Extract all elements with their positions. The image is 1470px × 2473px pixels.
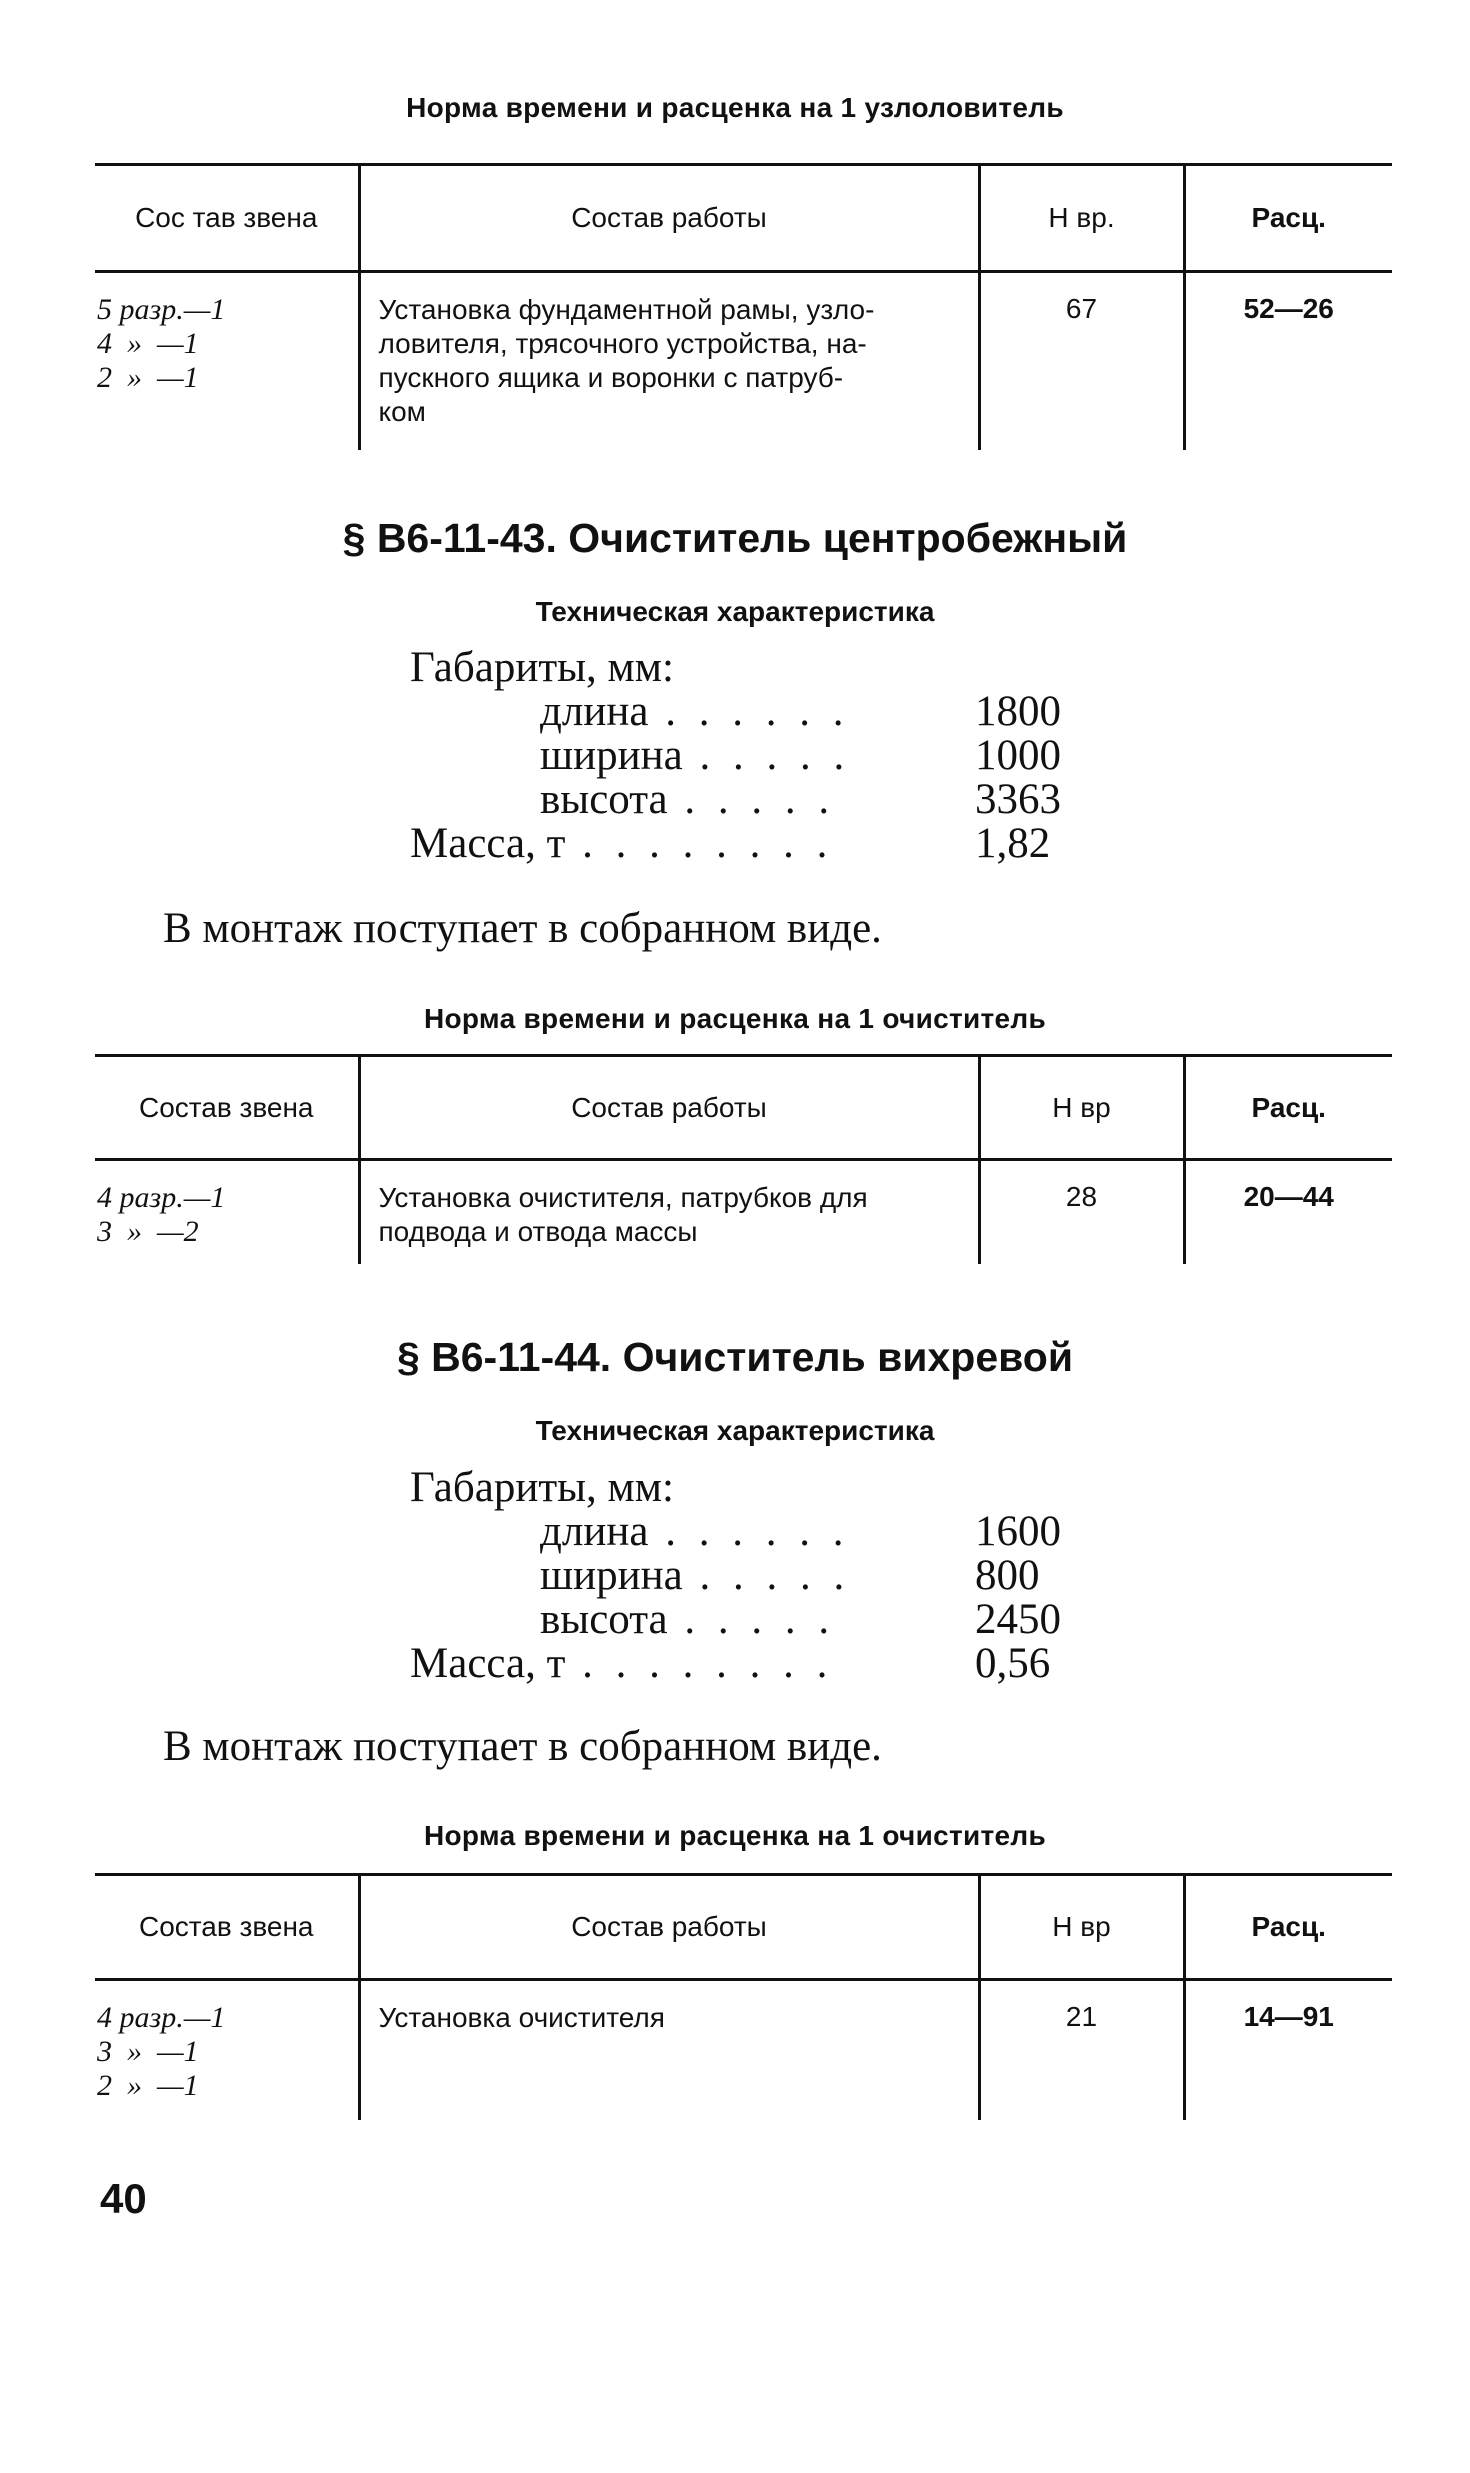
work-line: подвода и отвода массы <box>378 1216 698 1247</box>
spec-length: длина . . . . . . <box>540 688 850 735</box>
header-crew: Состав звена <box>138 1091 314 1123</box>
crew-line: 5 разр.—1 <box>97 293 226 326</box>
header-rate: Расц. <box>1184 1056 1392 1160</box>
work-line: пускного ящика и воронки с патруб- <box>378 362 844 393</box>
rate-cell: 52—26 <box>1184 272 1392 450</box>
spec-heading: Техническая характеристика <box>535 596 935 627</box>
rate-cell: 14—91 <box>1184 1980 1392 2120</box>
crew-line: 4 разр.—1 <box>97 1181 226 1214</box>
work-line: ком <box>378 396 426 427</box>
time-cell: 67 <box>979 272 1184 450</box>
assembly-note: В монтаж поступает в собранном виде. <box>163 905 882 952</box>
work-cell <box>359 1980 979 2120</box>
spec-height: высота . . . . . <box>540 1596 836 1643</box>
crew-line: 4 » —1 <box>97 327 199 360</box>
time-cell: 28 <box>979 1160 1184 1264</box>
header-time: Н вр <box>979 1875 1184 1980</box>
spec-length: длина . . . . . . <box>540 1508 850 1555</box>
header-time: Н вр. <box>979 165 1184 272</box>
header-crew: Состав звена <box>138 1911 314 1942</box>
header-crew: Сос тав звена <box>135 202 318 233</box>
spec-mass-value: 0,56 <box>975 1640 1051 1687</box>
page-number: 40 <box>100 2175 147 2222</box>
work-line: ловителя, трясочного устройства, на- <box>378 328 867 359</box>
header-time: Н вр <box>979 1056 1184 1160</box>
spec-width: ширина . . . . . <box>540 732 851 779</box>
spec-mass: Масса, т . . . . . . . . <box>410 1640 834 1687</box>
work-line: Установка фундаментной рамы, узло- <box>378 294 875 325</box>
crew-line: 4 разр.—1 <box>97 2001 226 2034</box>
spec-mass: Масса, т . . . . . . . . <box>410 820 834 867</box>
section-title-vortex: § В6-11-44. Очиститель вихревой <box>396 1334 1074 1380</box>
spec-mass-value: 1,82 <box>975 820 1051 867</box>
work-cell <box>359 1160 979 1264</box>
time-cell: 21 <box>979 1980 1184 2120</box>
norm-table-uzloulovitel <box>95 163 1392 450</box>
spec-dims-label: Габариты, мм: <box>410 1464 674 1511</box>
norm-title-centrifugal: Норма времени и расценка на 1 очиститель <box>423 1003 1047 1034</box>
spec-width: ширина . . . . . <box>540 1552 851 1599</box>
work-cell <box>359 272 979 450</box>
crew-line: 2 » —1 <box>97 361 199 394</box>
norm-title-uzloulovitel: Норма времени и расценка на 1 узлоловитель <box>406 92 1064 123</box>
spec-height: высота . . . . . <box>540 776 836 823</box>
crew-cell <box>95 272 359 450</box>
spec-dims-label: Габариты, мм: <box>410 644 674 691</box>
rate-cell: 20—44 <box>1184 1160 1392 1264</box>
header-work: Состав работы <box>359 165 979 272</box>
crew-cell <box>95 1980 359 2120</box>
header-work: Состав работы <box>359 1875 979 1980</box>
header-work: Состав работы <box>359 1056 979 1160</box>
norm-title-vortex: Норма времени и расценка на 1 очиститель <box>423 1820 1047 1851</box>
spec-width-value: 1000 <box>975 732 1061 779</box>
crew-line: 3 » —2 <box>97 1215 199 1248</box>
spec-width-value: 800 <box>975 1552 1040 1599</box>
norm-table-centrifugal <box>95 1054 1392 1264</box>
work-line: Установка очистителя <box>378 2002 665 2033</box>
table-row <box>95 272 1392 450</box>
work-line: Установка очистителя, патрубков для <box>378 1182 868 1213</box>
norm-table-vortex <box>95 1873 1392 2120</box>
header-rate: Расц. <box>1184 1875 1392 1980</box>
assembly-note: В монтаж поступает в собранном виде. <box>163 1723 882 1770</box>
crew-line: 2 » —1 <box>97 2069 199 2102</box>
table-row <box>95 1980 1392 2120</box>
spec-height-value: 3363 <box>975 776 1061 823</box>
crew-cell <box>95 1160 359 1264</box>
spec-heading: Техническая характеристика <box>535 1415 935 1446</box>
table-row <box>95 1160 1392 1264</box>
spec-length-value: 1600 <box>975 1508 1061 1555</box>
spec-length-value: 1800 <box>975 688 1061 735</box>
section-title-centrifugal: § В6-11-43. Очиститель центробежный <box>342 515 1128 561</box>
spec-height-value: 2450 <box>975 1596 1061 1643</box>
crew-line: 3 » —1 <box>97 2035 199 2068</box>
header-rate: Расц. <box>1184 165 1392 272</box>
